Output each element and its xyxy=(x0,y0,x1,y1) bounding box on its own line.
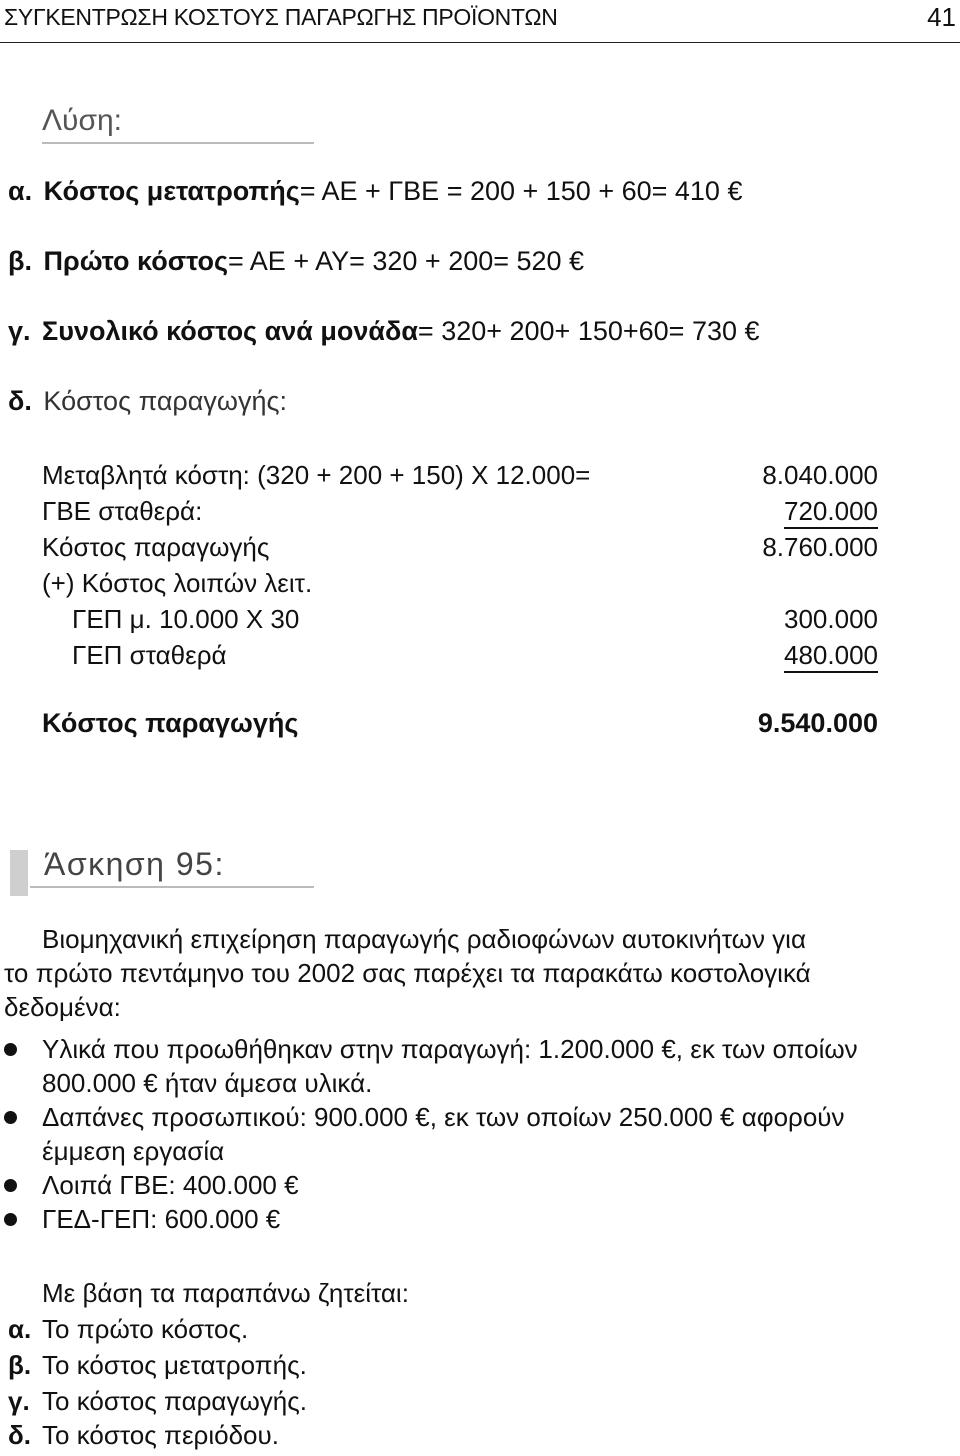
cost-row-admin-fixed xyxy=(42,640,878,674)
exercise-heading: Άσκηση 95: xyxy=(44,846,225,882)
cost-value: 8.760.000 xyxy=(762,532,878,562)
cost-row-variable xyxy=(42,460,878,494)
question-item xyxy=(8,1420,279,1451)
item-letter: α. xyxy=(8,176,33,206)
list-item xyxy=(4,1032,958,1100)
question-text: Το κόστος μετατροπής. xyxy=(42,1350,307,1380)
header-divider xyxy=(0,42,960,43)
bullet-icon xyxy=(4,1111,17,1124)
cost-label: ΓΕΠ σταθερά xyxy=(72,640,227,670)
list-item-line: έμμεση εργασία xyxy=(42,1136,225,1166)
list-item-line: 800.000 € ήταν άμεσα υλικά. xyxy=(42,1068,373,1098)
cost-value: 480.000 xyxy=(784,640,878,673)
question-letter: γ. xyxy=(8,1386,30,1416)
item-letter: β. xyxy=(8,246,32,276)
questions-intro: Με βάση τα παραπάνω ζητείται: xyxy=(42,1278,409,1308)
total-label: Κόστος παραγωγής xyxy=(42,708,299,738)
bullet-icon xyxy=(4,1213,17,1226)
list-item-line: Δαπάνες προσωπικού: 900.000 €, εκ των οποίων 250.000 € αφορούν xyxy=(42,1102,845,1132)
cost-value: 8.040.000 xyxy=(762,460,878,490)
solution-line-a xyxy=(8,176,742,207)
cost-value: 720.000 xyxy=(784,496,878,529)
exercise-heading-rule xyxy=(30,886,314,888)
solution-label: Κόστος παραγωγής: xyxy=(43,386,288,416)
cost-row-other-functions xyxy=(42,568,878,602)
exercise-intro xyxy=(4,922,958,1024)
solution-heading: Λύση: xyxy=(42,104,122,137)
solution-line-c xyxy=(8,316,760,347)
question-text: Το πρώτο κόστος. xyxy=(42,1314,249,1344)
total-value: 9.540.000 xyxy=(757,708,878,738)
list-item xyxy=(4,1100,958,1168)
solution-line-d xyxy=(8,386,287,417)
item-letter: γ. xyxy=(8,316,31,346)
question-item xyxy=(8,1386,307,1417)
list-item-line: Υλικά που προωθήθηκαν στην παραγωγή: 1.200.000 €, εκ των οποίων xyxy=(42,1034,858,1064)
list-item xyxy=(4,1202,958,1236)
cost-value: 300.000 xyxy=(784,604,878,634)
solution-expression: = 320+ 200+ 150+60= 730 € xyxy=(417,316,760,346)
solution-label: Κόστος μετατροπής xyxy=(43,176,300,206)
bullet-icon xyxy=(4,1043,17,1056)
solution-line-b xyxy=(8,246,584,277)
question-letter: δ. xyxy=(8,1420,31,1450)
cost-label: Μεταβλητά κόστη: (320 + 200 + 150) Χ 12.000= xyxy=(42,460,591,490)
list-item xyxy=(4,1168,958,1202)
cost-data-list xyxy=(4,1032,958,1236)
intro-line: Βιομηχανική επιχείρηση παραγωγής ραδιοφώνων αυτοκινήτων για xyxy=(42,924,806,954)
question-item xyxy=(8,1350,307,1381)
item-letter: δ. xyxy=(8,386,32,416)
solution-label: Συνολικό κόστος ανά μονάδα xyxy=(42,316,418,346)
cost-row-admin-variable xyxy=(42,604,878,638)
solution-heading-rule xyxy=(42,142,314,144)
intro-line: το πρώτο πεντάμηνο του 2002 σας παρέχει τα παρακάτω κοστολογικά xyxy=(4,958,811,988)
question-letter: β. xyxy=(8,1350,32,1380)
cost-label: ΓΒΕ σταθερά: xyxy=(42,496,203,526)
intro-line: δεδομένα: xyxy=(4,992,121,1022)
list-item-line: ΓΕΔ-ΓΕΠ: 600.000 € xyxy=(42,1204,281,1234)
question-text: Το κόστος παραγωγής. xyxy=(42,1386,307,1416)
cost-label: (+) Κόστος λοιπών λειτ. xyxy=(42,568,313,598)
cost-label: Κόστος παραγωγής xyxy=(42,532,270,562)
list-item-line: Λοιπά ΓΒΕ: 400.000 € xyxy=(42,1170,299,1200)
running-header: ΣΥΓΚΕΝΤΡΩΣΗ ΚΟΣΤΟΥΣ ΠΑΓΑΡΩΓΗΣ ΠΡΟΪΟΝΤΩΝ xyxy=(4,4,558,30)
exercise-marker-bar xyxy=(10,850,28,896)
question-letter: α. xyxy=(8,1314,32,1344)
cost-row-fixed-overhead xyxy=(42,496,878,530)
question-item xyxy=(8,1314,248,1345)
solution-expression: = ΑΕ + ΑΥ= 320 + 200= 520 € xyxy=(228,246,585,276)
page-number: 41 xyxy=(927,2,956,32)
solution-label: Πρώτο κόστος xyxy=(43,246,229,276)
bullet-icon xyxy=(4,1179,17,1192)
cost-label: ΓΕΠ μ. 10.000 Χ 30 xyxy=(72,604,300,634)
solution-expression: = ΑΕ + ΓΒΕ = 200 + 150 + 60= 410 € xyxy=(299,176,743,206)
cost-row-production-cost xyxy=(42,532,878,566)
question-text: Το κόστος περιόδου. xyxy=(42,1420,279,1450)
